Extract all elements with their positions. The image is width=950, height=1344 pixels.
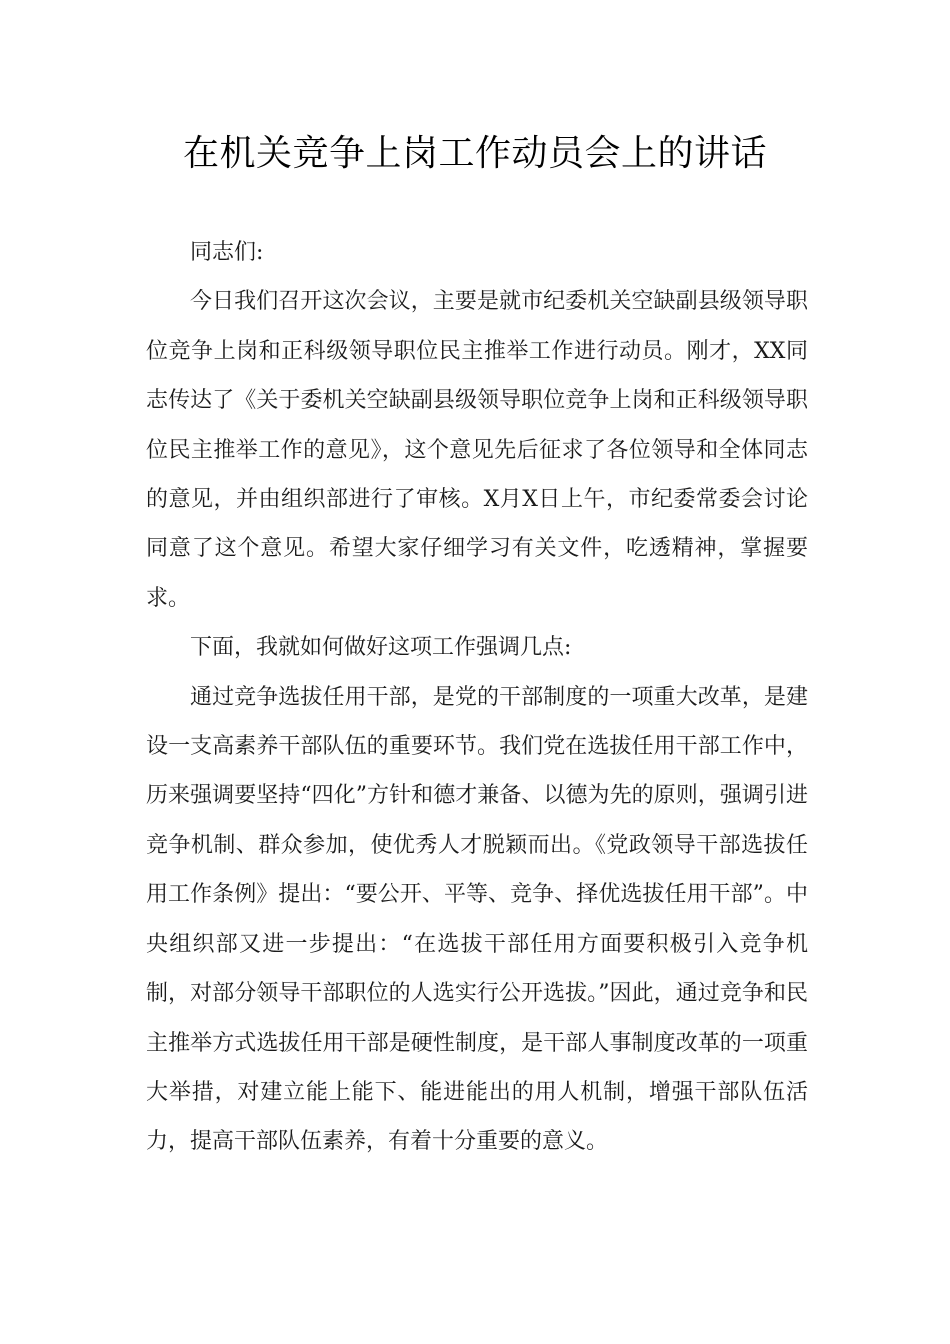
paragraph-salutation: 同志们: (190, 240, 264, 265)
document-body (146, 228, 808, 1167)
paragraph-transition: 下面，我就如何做好这项工作强调几点: (190, 635, 572, 661)
document-title: 在机关竞争上岗工作动员会上的讲话 (182, 133, 767, 174)
paragraph-intro: 今日我们召开这次会议，主要是就市纪委机关空缺副县级领导职位竞争上岗和正科级领导职位民主推举工作进行动员。刚才，XX同志传达了《关于委机关空缺副县级领导职位竞争上岗和正科级领导职位民主推举工作的意见》，这个意见先后征求了各位领导和全体同志的意见，并由组织部进行了审核。X月X日上午，市纪委常委会讨论同意了这个意见。希望大家仔细学习有关文件，吃透精神，掌握要求。 (146, 289, 808, 611)
paragraph-point-one: 通过竞争选拔任用干部，是党的干部制度的一项重大改革，是建设一支高素养干部队伍的重要环节。我们党在选拔任用干部工作中，历来强调要坚持“四化”方针和德才兼备、以德为先的原则，强调引进竞争机制、群众参加，使优秀人才脱颖而出。《党政领导干部选拔任用工作条例》提出：“要公开、平等、竞争、择优选拔任用干部”。中央组织部又进一步提出：“在选拔干部任用方面要积极引入竞争机制，对部分领导干部职位的人选实行公开选拔。”因此，通过竞争和民主推举方式选拔任用干部是硬性制度，是干部人事制度改革的一项重大举措，对建立能上能下、能进能出的用人机制，增强干部队伍活力，提高干部队伍素养，有着十分重要的意义。 (146, 684, 808, 1155)
